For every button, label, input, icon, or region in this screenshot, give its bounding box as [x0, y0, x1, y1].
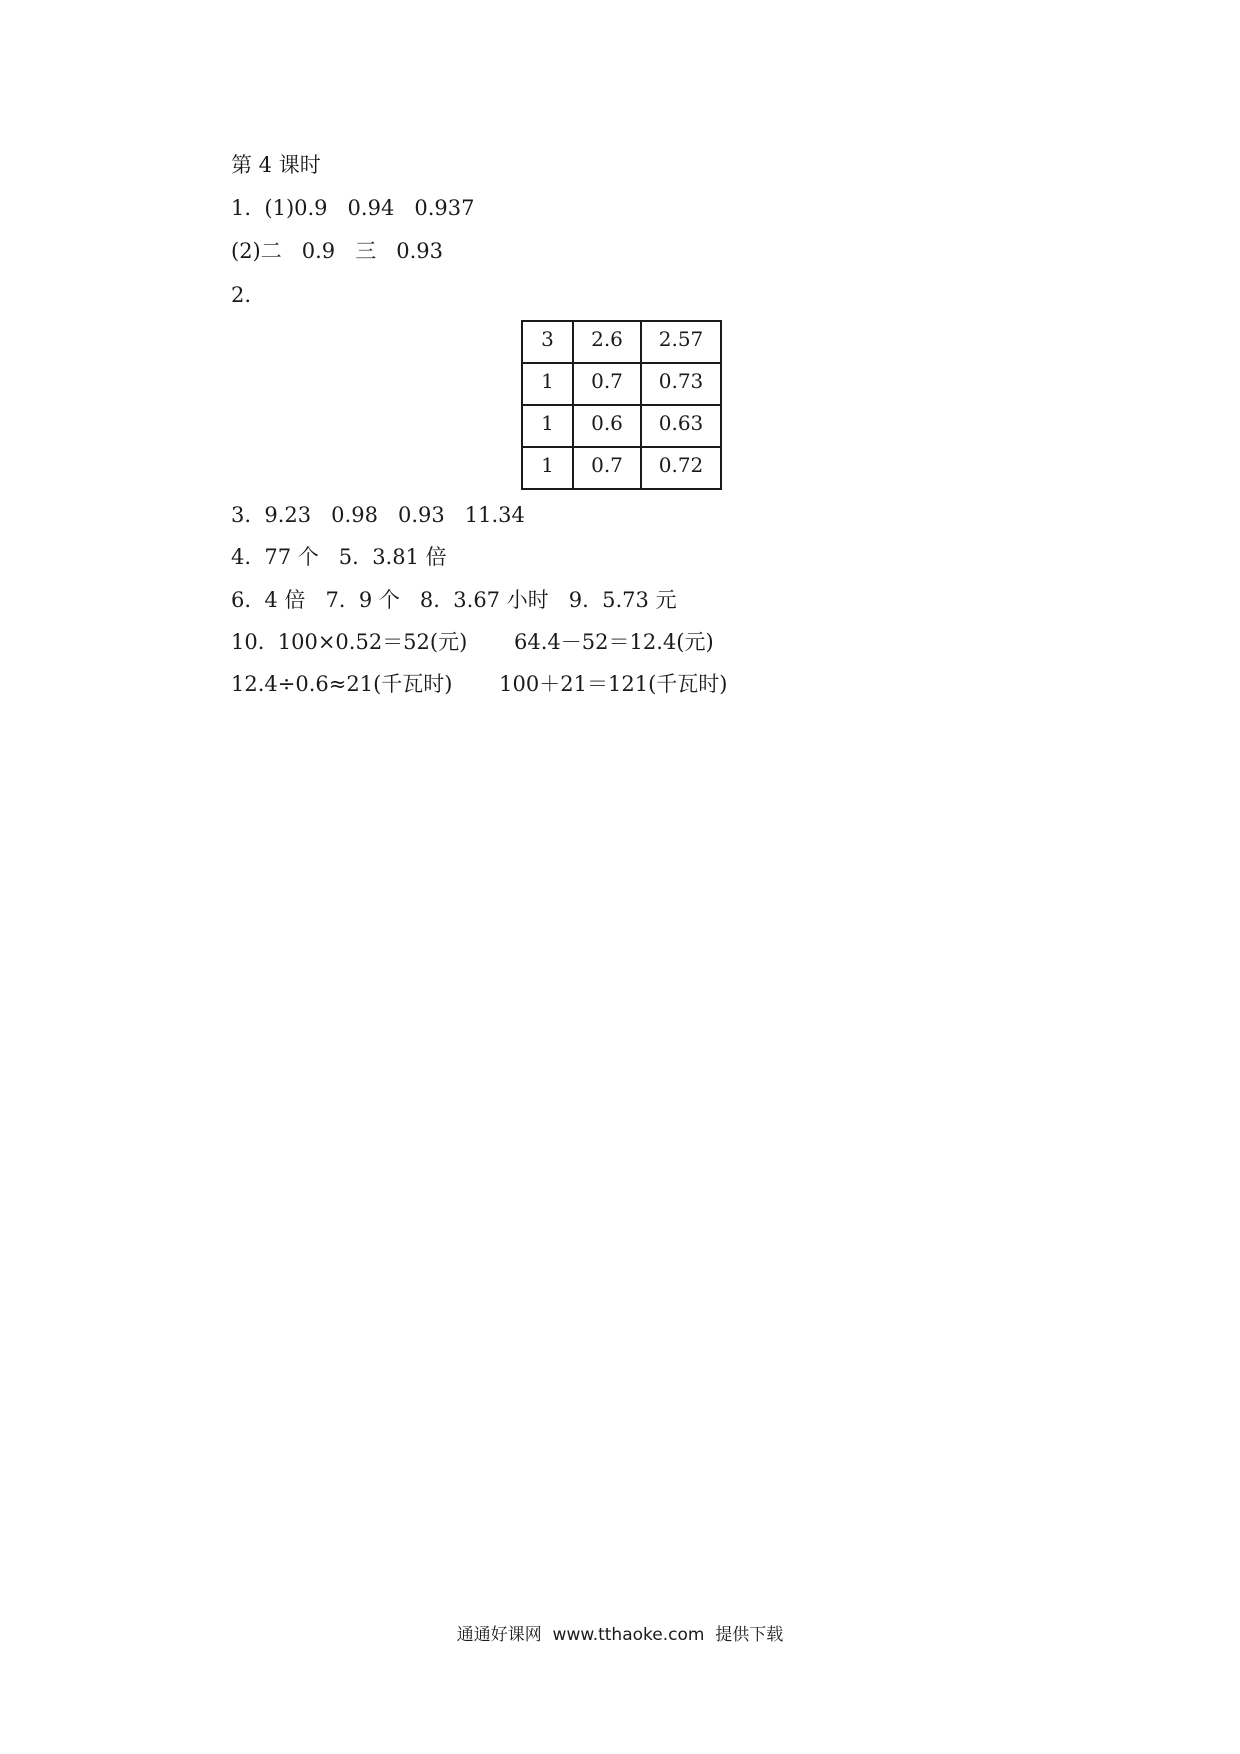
table-row [522, 447, 721, 489]
table-cell: 2.57 [641, 321, 721, 363]
table-cell: 0.6 [573, 405, 641, 447]
answer-q10-line1: 10. 100×0.52＝52(元) 64.4－52＝12.4(元) [231, 630, 714, 654]
table-cell: 1 [522, 363, 573, 405]
answer-q10-line2: 12.4÷0.6≈21(千瓦时) 100＋21＝121(千瓦时) [231, 672, 728, 696]
table-cell: 3 [522, 321, 573, 363]
answer-q2-label: 2. [231, 283, 252, 307]
table-cell: 2.6 [573, 321, 641, 363]
page-title: 第 4 课时 [231, 153, 321, 177]
table-cell: 0.72 [641, 447, 721, 489]
answer-q1-part1: 1. (1)0.9 0.94 0.937 [231, 196, 475, 220]
table-cell: 1 [522, 447, 573, 489]
table-cell: 0.7 [573, 363, 641, 405]
table-row [522, 363, 721, 405]
answer-q4-q5: 4. 77 个 5. 3.81 倍 [231, 545, 447, 569]
answer-q3: 3. 9.23 0.98 0.93 11.34 [231, 503, 525, 527]
table-row [522, 321, 721, 363]
table-cell: 1 [522, 405, 573, 447]
footer-credit: 通通好课网 www.tthaoke.com 提供下载 [456, 1625, 784, 1645]
table-cell: 0.73 [641, 363, 721, 405]
table-cell: 0.63 [641, 405, 721, 447]
table-cell: 0.7 [573, 447, 641, 489]
answer-q6-q9: 6. 4 倍 7. 9 个 8. 3.67 小时 9. 5.73 元 [231, 588, 677, 612]
table-row [522, 405, 721, 447]
answer-q2-table [521, 320, 722, 490]
answer-q1-part2: (2)二 0.9 三 0.93 [231, 239, 443, 263]
